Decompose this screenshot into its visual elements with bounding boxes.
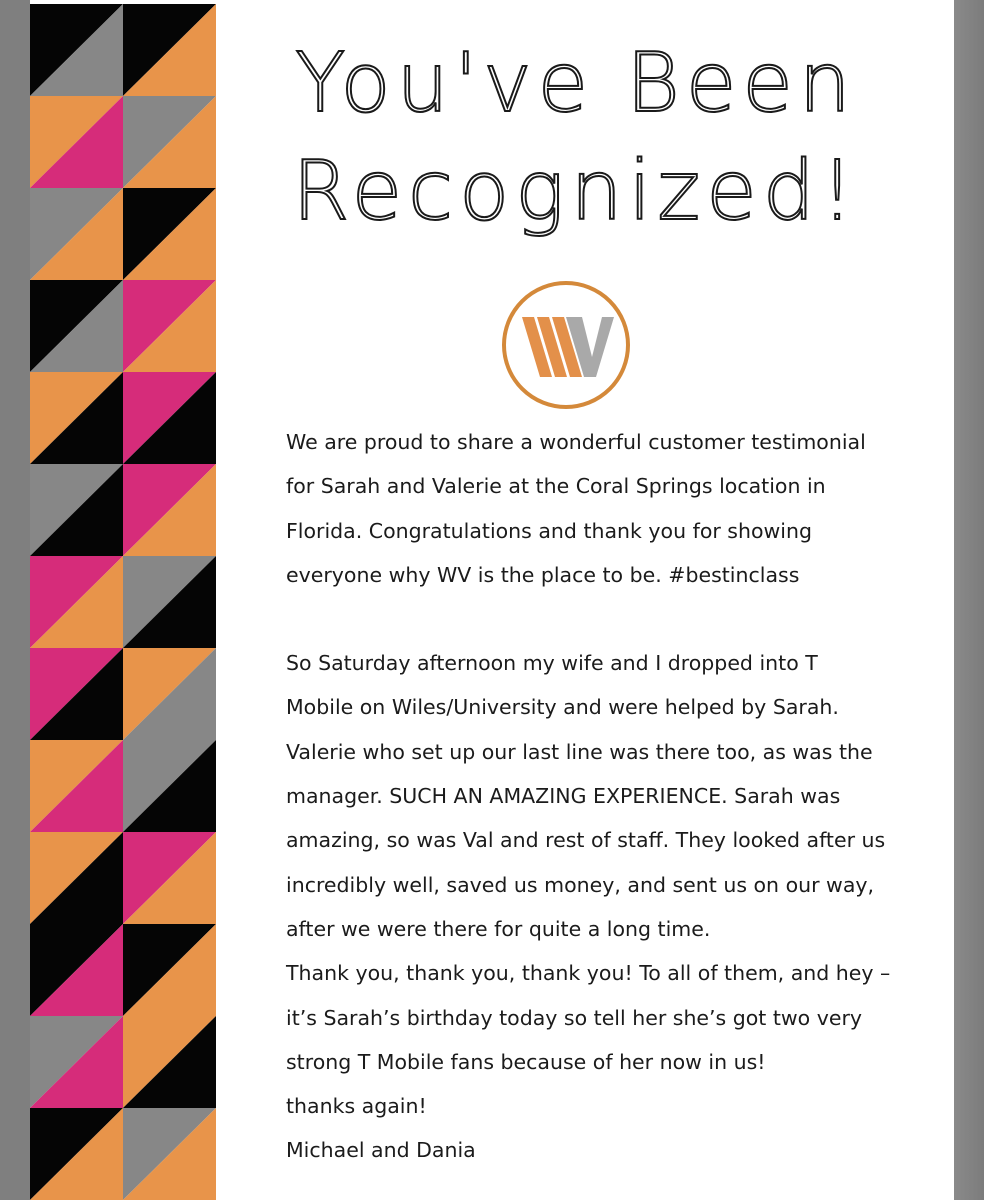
testimonial-line: Valerie who set up our last line was there too, as was the (286, 739, 873, 764)
intro-line: for Sarah and Valerie at the Coral Springs location in (286, 474, 826, 499)
title-line-1: You've Been (295, 36, 857, 131)
testimonial-paragraph (286, 641, 926, 1173)
wv-logo (500, 279, 632, 411)
intro-line: Florida. Congratulations and thank you for showing (286, 518, 812, 543)
testimonial-line: Mobile on Wiles/University and were helped by Sarah. (286, 695, 839, 720)
testimonial-line: thanks again! (286, 1094, 427, 1119)
testimonial-line: incredibly well, saved us money, and sent us on our way, (286, 872, 875, 897)
testimonial-line: manager. SUCH AN AMAZING EXPERIENCE. Sarah was (286, 784, 841, 809)
testimonial-line: strong T Mobile fans because of her now in us! (286, 1049, 766, 1074)
background-right (954, 0, 984, 1200)
paragraph-gap (286, 597, 926, 641)
page-title (236, 30, 916, 246)
background-left (0, 0, 30, 1200)
title-line-2: Recognized! (292, 144, 860, 239)
intro-line: We are proud to share a wonderful customer testimonial (286, 430, 866, 454)
signature-line: Michael and Dania (286, 1138, 476, 1163)
intro-paragraph (286, 420, 926, 597)
testimonial-line: it’s Sarah’s birthday today so tell her she’s got two very (286, 1005, 863, 1030)
testimonial-line: amazing, so was Val and rest of staff. They looked after us (286, 828, 886, 853)
intro-line: everyone why WV is the place to be. #bestinclass (286, 562, 800, 587)
message-body (286, 420, 926, 1173)
testimonial-line: after we were there for quite a long time. (286, 916, 711, 941)
testimonial-line: So Saturday afternoon my wife and I dropped into T (286, 651, 818, 676)
testimonial-line: Thank you, thank you, thank you! To all of them, and hey – (286, 961, 891, 986)
geometric-pattern-strip (30, 4, 216, 1200)
